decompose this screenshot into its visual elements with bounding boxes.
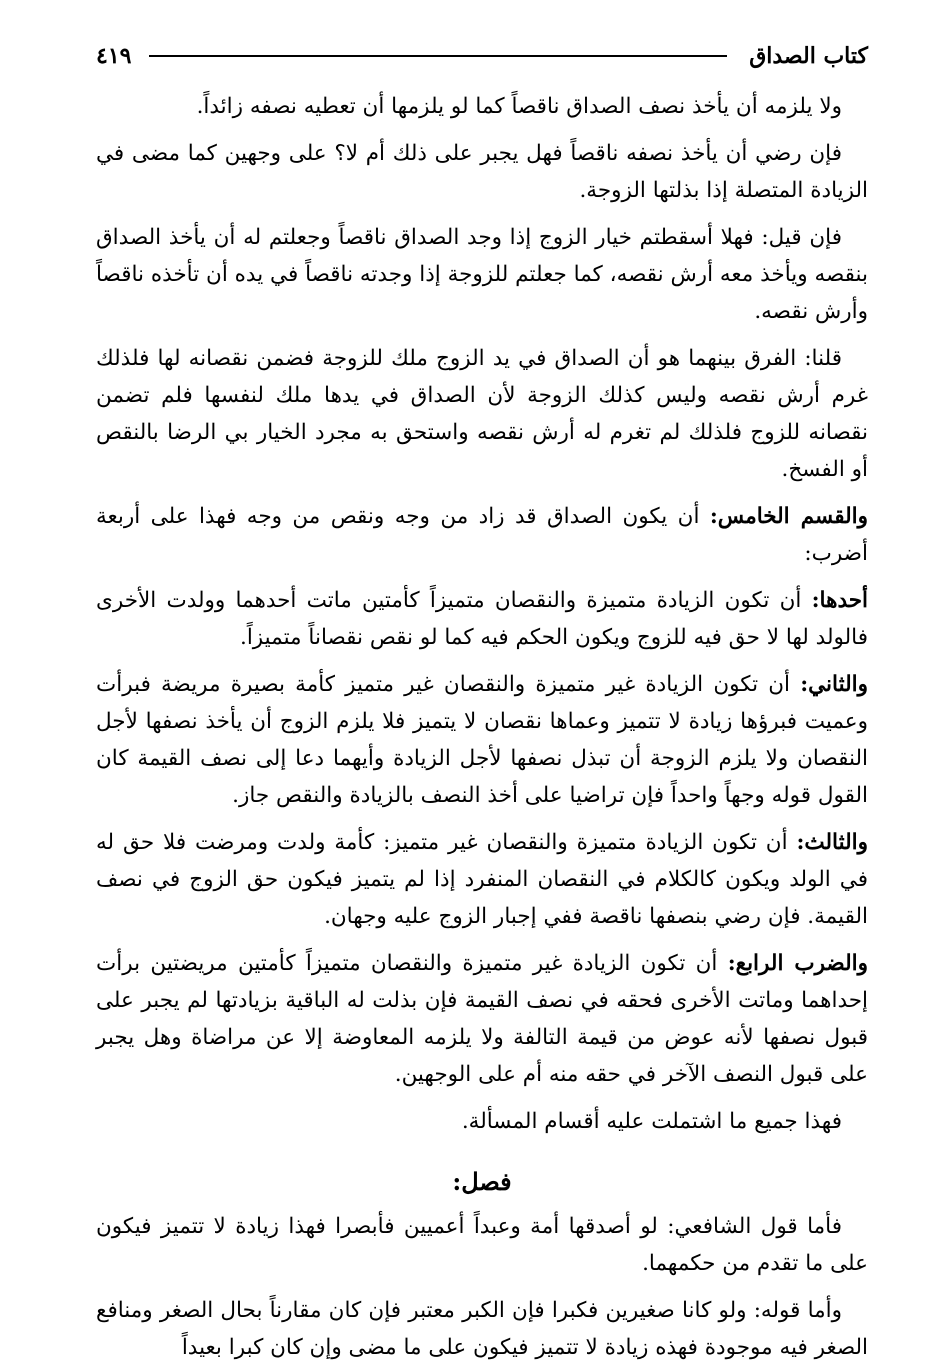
paragraph	[96, 1292, 868, 1366]
paragraph-text: قلنا: الفرق بينهما هو أن الصداق في يد الزوج ملك للزوجة فضمن نقصانه لها فلذلك غرم أرش نقصه وليس كذلك الزوجة لأن الصداق في يدها ملك لنفسها فلم تضمن نقصانه للزوج فلذلك لم تغرم له أرش نقصه واستحق به مجرد الخيار بي الرضا بالنقص أو الفسخ.	[96, 346, 868, 482]
paragraph-text: أن يكون الصداق قد زاد من وجه ونقص من وجه فهذا على أربعة أضرب:	[96, 504, 868, 566]
paragraph-text: فإن قيل: فهلا أسقطتم خيار الزوج إذا وجد الصداق ناقصاً وجعلتم له أن يأخذ الصداق بنقصه ويأخذ معه أرش نقصه، كما جعلتم للزوجة إذا وجدته ناقصاً في يده أن تأخذه ناقصاً وأرش نقصه.	[96, 225, 868, 324]
body-text	[96, 88, 868, 1366]
paragraph-fifth-category	[96, 498, 868, 572]
paragraph-text: فهذا جميع ما اشتملت عليه أقسام المسألة.	[461, 1109, 842, 1134]
paragraph-text: ولا يلزمه أن يأخذ نصف الصداق ناقصاً كما لو يلزمها أن تعطيه نصفه زائداً.	[196, 94, 842, 119]
paragraph-lead: والثالث:	[796, 830, 868, 855]
paragraph-second-type	[96, 666, 868, 814]
paragraph-third-type	[96, 824, 868, 935]
paragraph	[96, 88, 868, 125]
paragraph-fourth-type	[96, 945, 868, 1093]
paragraph-text: وأما قوله: ولو كانا صغيرين فكبرا فإن الكبر معتبر فإن كان مقارناً بحال الصغر ومنافع الصغر فيه موجودة فهذه زيادة لا تتميز فيكون على ما مضى وإن كان كبرا بعيداً	[96, 1298, 868, 1360]
header-rule	[149, 55, 727, 57]
paragraph	[96, 1208, 868, 1282]
paragraph-text: أن تكون الزيادة متميزة والنقصان غير متميز: كأمة ولدت ومرضت فلا حق له في الولد ويكون كالكلام في النقصان المنفرد إذا لم يتميز فيكون حق الزوج في نصف القيمة. فإن رضي بنصفها ناقصة ففي إجبار الزوج عليه وجهان.	[96, 830, 868, 929]
paragraph	[96, 340, 868, 488]
paragraph-text: أن تكون الزيادة غير متميزة والنقصان غير متميز كأمة بصيرة مريضة فبرأت وعميت فبرؤها زيادة لا تتميز وعماها نقصان لا يتميز فلا يلزم الزوج أن يأخذ نصفها لأجل النقصان ولا يلزم الزوجة أن تبذل نصفها لأجل الزيادة وأيهما دعا إلى نصف القيمة كان القول قوله وجهاً واحداً فإن تراضيا على أخذ النصف بالزيادة والنقص جاز.	[96, 672, 868, 808]
book-page	[96, 38, 868, 1358]
running-header	[96, 38, 868, 74]
paragraph	[96, 135, 868, 209]
section-heading: فصل:	[452, 1167, 512, 1196]
paragraph-lead: والضرب الرابع:	[727, 951, 868, 976]
paragraph-text: أن تكون الزيادة غير متميزة والنقصان متميزاً كأمتين مريضتين برأت إحداهما وماتت الأخرى فحقه في نصف القيمة فإن بذلت له الباقية بزيادتها لم يجبر على قبول نصفها لأنه عوض من قيمة التالفة ولا يلزمه المعاوضة إلا عن مراضاة وهل يجبر على قبول النصف الآخر في حقه منه أم على الوجهين.	[96, 951, 868, 1087]
paragraph-text: أن تكون الزيادة متميزة والنقصان متميزاً كأمتين ماتت أحدهما وولدت الأخرى فالولد لها لا حق فيه للزوج ويكون الحكم فيه كما لو نقص نقصاناً متميزاً.	[96, 588, 868, 650]
paragraph-lead: أحدها:	[811, 588, 868, 613]
paragraph-text: فأما قول الشافعي: لو أصدقها أمة وعبداً أعميين فأبصرا فهذا زيادة لا تتميز فيكون على ما تقدم من حكمهما.	[96, 1214, 868, 1276]
paragraph-text: فإن رضي أن يأخذ نصفه ناقصاً فهل يجبر على ذلك أم لا؟ على وجهين كما مضى في الزيادة المتصلة إذا بذلتها الزوجة.	[96, 141, 868, 203]
paragraph-first-type	[96, 582, 868, 656]
paragraph-lead: والقسم الخامس:	[709, 504, 868, 529]
paragraph	[96, 219, 868, 330]
paragraph-lead: والثاني:	[800, 672, 868, 697]
paragraph	[96, 1103, 868, 1140]
page-number: ٤١٩	[96, 43, 132, 69]
chapter-title: كتاب الصداق	[749, 43, 868, 69]
